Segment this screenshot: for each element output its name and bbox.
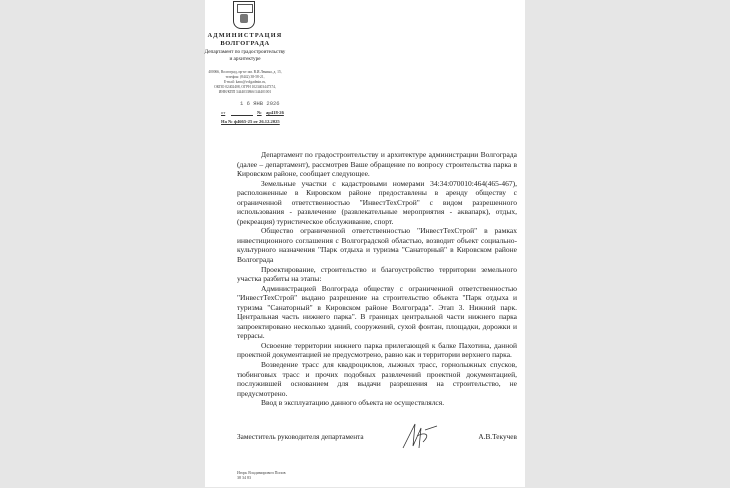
letter-content — [237, 150, 517, 488]
address-line: телефон: (8442) 38-58-21, — [225, 75, 265, 79]
address-line: 400066, Волгоград, пр-кт им. В.И.Ленина, д. 15, — [208, 70, 282, 74]
coat-of-arms-emblem — [233, 1, 255, 29]
org-name-line1: АДМИНИСТРАЦИЯ — [207, 32, 283, 39]
executor-info — [237, 470, 517, 480]
address-line: E-mail: kanc@volgadmin.ru, — [224, 80, 266, 84]
handwritten-signature — [401, 422, 441, 452]
address-line: ИНН/КПП 3444033866/344401001 — [218, 90, 272, 94]
paragraph: Возведение трасс для квадроциклов, лыжных трасс, горнолыжных спусков, тюбинговых трасс и прочих подобных развлечений проектной документацией, послужившей основанием для выдачи разрешения на строительство, не предусмотрено. — [237, 360, 517, 398]
signer-name: А.В.Текучев — [478, 432, 517, 442]
paragraph: Департамент по градостроительству и архитектуре администрации Волгограда (далее – департамент), рассмотрев Ваше обращение по вопросу строительства парка в Кировском районе, сообщает следующее. — [237, 150, 517, 179]
executor-phone: 38 34 83 — [237, 474, 251, 480]
letter-body — [237, 150, 517, 408]
paragraph: Освоение территории нижнего парка прилегающей к балке Пахотина, данной проектной документацией не предусмотрено, равно как и территории верхнего парка. — [237, 340, 517, 360]
signer-position: Заместитель руководителя департамента — [237, 432, 364, 442]
department-line2: и архитектуре — [229, 56, 261, 62]
reference-line: На № ф4665-25 от 26.12.2025 — [221, 119, 280, 124]
outgoing-number: ар418-26 — [266, 110, 284, 115]
org-name-line2: ВОЛГОГРАДА — [220, 40, 270, 47]
date-stamp: 1 6 ЯНВ 2026 — [240, 100, 280, 107]
address-line: ОКПО 02402408, ОГРН 1023403447374, — [214, 85, 276, 89]
department-line1: Департамент по градостроительству — [204, 49, 286, 55]
paragraph: Земельные участки с кадастровыми номерами 34:34:070010:464(465-467), расположенные в Кировском районе предоставлены в аренду обществу с ограниченной ответственностью "ИнвестТехСтрой" с видом разрешенного использования - развлечение (развлекательные мероприятия - аквапарк), отдых, (рекреация) туристическое обслуживание, спорт. — [237, 178, 517, 226]
date-underline — [231, 115, 253, 116]
paragraph: Проектирование, строительство и благоустройство территории земельного участка разбиты на этапы: — [237, 264, 517, 284]
paragraph: Общество ограниченной ответственностью "ИнвестТехСтрой" в рамках инвестиционного соглашения с Волгоградской областью, возводит объект социально-культурного назначения "Парк отдыха и туризма "Санаторный" в Кировском районе Волгограда — [237, 226, 517, 265]
paragraph: Ввод в эксплуатацию данного объекта не осуществлялся. — [261, 398, 445, 408]
letter-page — [205, 0, 525, 487]
address-block — [203, 70, 287, 95]
signature-row — [237, 422, 517, 452]
executor-name: Игорь Владимирович Попов — [237, 469, 286, 475]
department-name — [195, 49, 295, 63]
number-label: № — [257, 110, 262, 115]
from-label: от — [221, 110, 226, 115]
paragraph: Администрацией Волгограда обществу с ограниченной ответственностью "ИнвестТехСтрой" выдано разрешение на строительство объекта "Парк отдыха и туризма "Санаторный" в Кировском районе Волгограда". Этап 3. Нижний парк. Центральная часть нижнего парка". В границах центральной части нижнего парка запроектировано несколько зданий, сооружений, сухой фонтан, площадки, дорожки и террасы. — [237, 283, 517, 341]
